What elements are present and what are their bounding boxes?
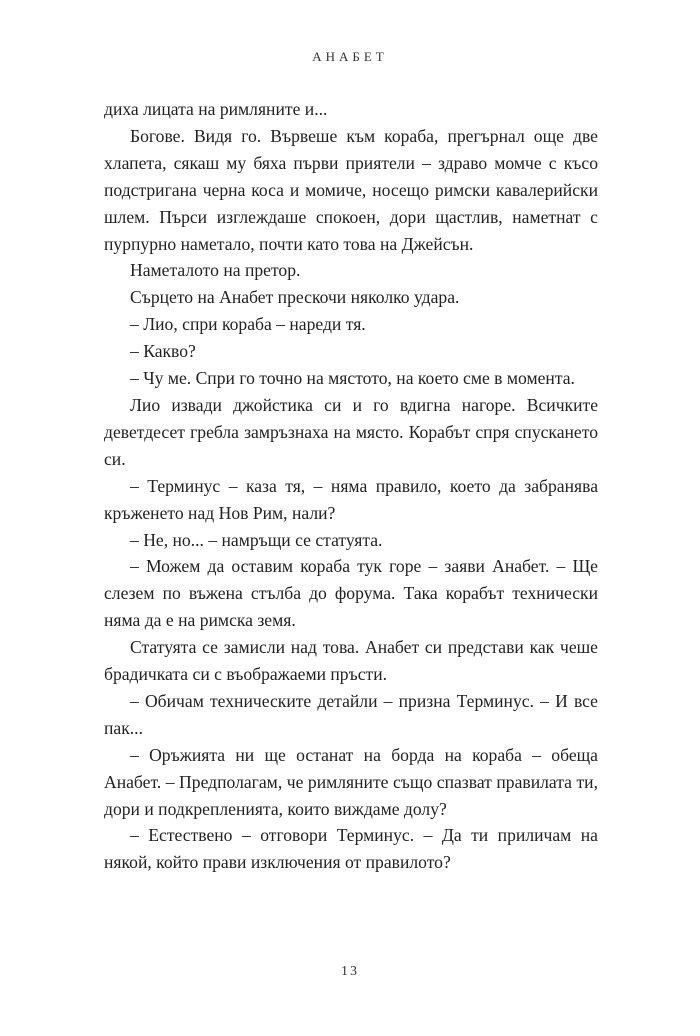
- paragraph: Статуята се замисли над това. Анабет си представи как чеше брадичката си с въображаеми пръсти.: [104, 637, 598, 685]
- paragraph: – Чу ме. Спри го точно на мястото, на което сме в момента.: [130, 368, 575, 389]
- paragraph: – Какво?: [130, 341, 196, 362]
- paragraph: – Обичам техническите детайли – призна Терминус. – И все пак...: [104, 690, 598, 738]
- paragraph: – Терминус – каза тя, – няма правило, което да забранява кръженето над Нов Рим, нали?: [104, 475, 598, 523]
- paragraph: Наметалото на претор.: [130, 260, 301, 281]
- paragraph: – Естествено – отговори Терминус. – Да ти приличам на някой, който прави изключения от правилото?: [104, 825, 598, 873]
- running-head: АНАБЕТ: [312, 49, 388, 64]
- page-number: 13: [341, 964, 359, 979]
- paragraph: диха лицата на римляните и...: [104, 99, 328, 119]
- paragraph: – Не, но... – намръщи се статуята.: [130, 529, 383, 550]
- paragraph: Сърцето на Анабет прескочи няколко удара.: [130, 287, 460, 308]
- body-text: [104, 96, 598, 876]
- paragraph: Лио извади джойстика си и го вдигна нагоре. Всичките деветдесет гребла замръзнаха на място. Корабът спря спускането си.: [104, 394, 598, 469]
- paragraph: – Оръжията ни ще останат на борда на кораба – обеща Анабет. – Предполагам, че римляните също спазват правилата ти, дори и подкрепленията, които виждаме долу?: [104, 744, 598, 819]
- paragraph: Богове. Видя го. Вървеше към кораба, прегърнал още две хлапета, сякаш му бяха първи приятели – здраво момче с късо подстригана черна коса и момиче, носещо римски кавалерийски шлем. Пърси изглеждаше спокоен, дори щастлив, наметнат с пурпурно наметало, почти като това на Джейсън.: [104, 125, 598, 254]
- paragraph: – Можем да оставим кораба тук горе – заяви Анабет. – Ще слезем по въжена стълба до форума. Така корабът технически няма да е на римска земя.: [104, 556, 598, 631]
- paragraph: – Лио, спри кораба – нареди тя.: [130, 314, 366, 335]
